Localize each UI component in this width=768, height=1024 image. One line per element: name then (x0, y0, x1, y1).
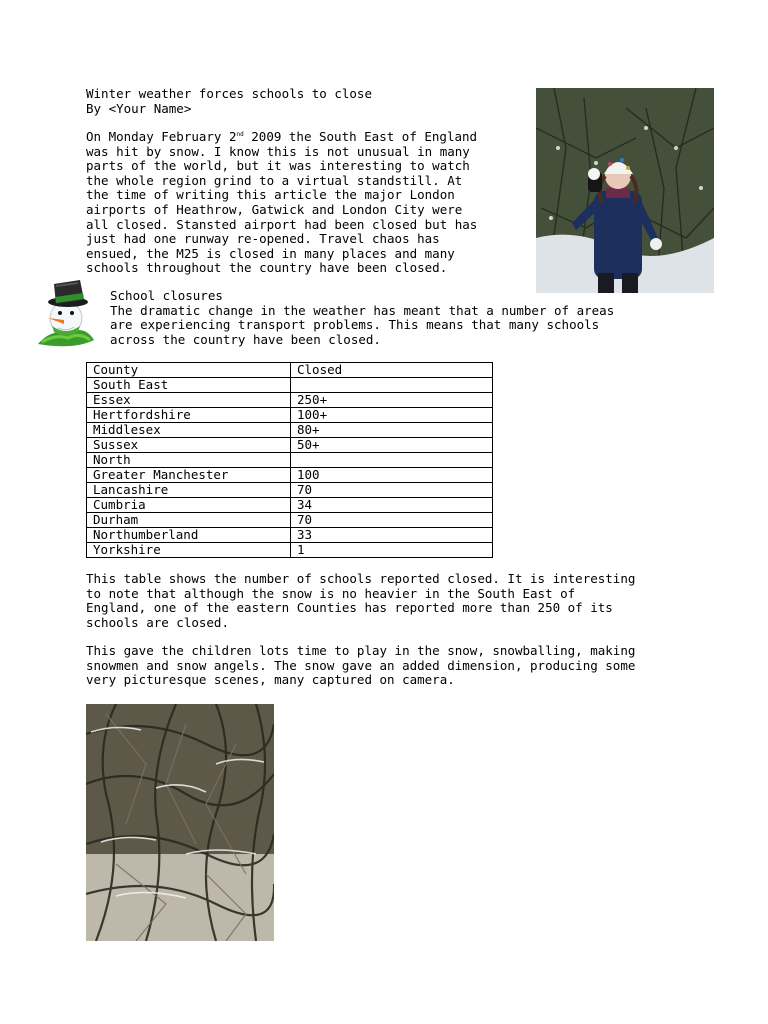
intro-text-end: 2009 the South East of England (243, 129, 478, 144)
intro-line: airports of Heathrow, Gatwick and London City were (86, 201, 463, 217)
paragraph-line: snowmen and snow angels. The snow gave an added dimension, producing some (86, 657, 636, 673)
paragraph-line: This gave the children lots time to play in the snow, snowballing, making (86, 643, 636, 658)
snowman-icon (34, 278, 98, 348)
closed-cell: 250+ (291, 393, 493, 408)
table-row (87, 423, 493, 438)
section-heading: School closures (110, 288, 223, 303)
closed-cell: 100 (291, 468, 493, 483)
article-header (86, 87, 372, 116)
county-cell: North (87, 453, 291, 468)
table-header-row (87, 363, 493, 378)
intro-line: just had one runway re-opened. Travel chaos has (86, 231, 440, 247)
county-cell: Greater Manchester (87, 468, 291, 483)
paragraph-line: This table shows the number of schools reported closed. It is interesting (86, 571, 636, 586)
intro-line: ensued, the M25 is closed in many places and many (86, 245, 455, 261)
county-cell: Cumbria (87, 498, 291, 513)
column-header-county: County (87, 363, 291, 378)
byline: By <Your Name> (86, 100, 192, 116)
closed-cell: 50+ (291, 438, 493, 453)
table-row (87, 483, 493, 498)
girl-snowball-photo (536, 88, 714, 293)
intro-line: the time of writing this article the major London (86, 187, 455, 203)
section-line: across the country have been closed. (110, 331, 381, 347)
snowy-branches-photo (86, 704, 274, 941)
county-cell: Sussex (87, 438, 291, 453)
intro-line: all closed. Stansted airport had been closed but has (86, 216, 478, 232)
table-row (87, 468, 493, 483)
girl-snowball-photo-art (536, 88, 714, 293)
closed-cell: 34 (291, 498, 493, 513)
paragraph-line: England, one of the eastern Counties has reported more than 250 of its (86, 600, 613, 616)
paragraph-line: to note that although the snow is no heavier in the South East of (86, 585, 576, 601)
table-row (87, 528, 493, 543)
section-line: are experiencing transport problems. This means that many schools (110, 317, 600, 333)
table-row (87, 513, 493, 528)
paragraph-line: schools are closed. (86, 614, 229, 630)
closures-table (86, 362, 493, 558)
closed-cell: 80+ (291, 423, 493, 438)
section-line: The dramatic change in the weather has meant that a number of areas (110, 302, 615, 318)
intro-text-start: On Monday February 2 (86, 129, 237, 144)
table-row (87, 408, 493, 423)
play-paragraph (86, 644, 635, 688)
county-cell: Northumberland (87, 528, 291, 543)
table-note-paragraph (86, 572, 635, 630)
county-cell: Essex (87, 393, 291, 408)
intro-line: the whole region grind to a virtual standstill. At (86, 172, 463, 188)
column-header-closed: Closed (291, 363, 493, 378)
county-cell: Yorkshire (87, 543, 291, 558)
intro-line: was hit by snow. I know this is not unusual in many (86, 143, 470, 159)
county-cell: Lancashire (87, 483, 291, 498)
intro-line: schools throughout the country have been closed. (86, 260, 448, 276)
county-cell: Hertfordshire (87, 408, 291, 423)
closed-cell (291, 378, 493, 393)
table-row (87, 498, 493, 513)
intro-line: parts of the world, but it was interesting to watch (86, 158, 470, 174)
ordinal-suffix: nd (236, 131, 244, 138)
county-cell: South East (87, 378, 291, 393)
county-cell: Durham (87, 513, 291, 528)
table-row (87, 393, 493, 408)
snowy-branches-photo-art (86, 704, 274, 941)
school-closures-section (110, 289, 614, 347)
table-row (87, 438, 493, 453)
paragraph-line: very picturesque scenes, many captured on camera. (86, 672, 455, 688)
table-row (87, 543, 493, 558)
intro-line (86, 130, 477, 145)
closed-cell: 70 (291, 483, 493, 498)
table-row (87, 378, 493, 393)
intro-paragraph (86, 130, 477, 276)
headline: Winter weather forces schools to close (86, 86, 372, 101)
closed-cell (291, 453, 493, 468)
table-row (87, 453, 493, 468)
closed-cell: 70 (291, 513, 493, 528)
closed-cell: 1 (291, 543, 493, 558)
closed-cell: 33 (291, 528, 493, 543)
county-cell: Middlesex (87, 423, 291, 438)
snowman-graphic (34, 278, 98, 348)
closed-cell: 100+ (291, 408, 493, 423)
